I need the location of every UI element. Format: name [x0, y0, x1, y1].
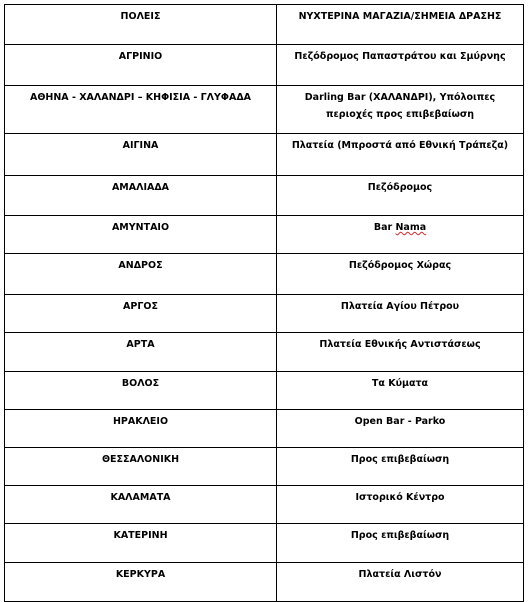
place-cell: Πλατεία Εθνικής Αντιστάσεως: [277, 333, 524, 372]
table-row: [5, 410, 524, 448]
table-row: [5, 176, 524, 216]
city-cell: ΑΓΡΙΝΙΟ: [5, 45, 277, 86]
place-cell: Πλατεία (Μπροστά από Εθνική Τράπεζα): [277, 134, 524, 176]
table-row: [5, 524, 524, 563]
table-row: [5, 486, 524, 524]
city-cell: ΒΟΛΟΣ: [5, 372, 277, 410]
table-row: [5, 216, 524, 254]
place-cell: Πλατεία Λιστόν: [277, 563, 524, 602]
place-cell: Πεζόδρομος: [277, 176, 524, 216]
city-cell: ΚΑΤΕΡΙΝΗ: [5, 524, 277, 563]
table-row: [5, 254, 524, 295]
place-cell: Darling Bar (ΧΑΛΑΝΔΡΙ), Υπόλοιπες περιοχές προς επιβεβαίωση: [277, 86, 524, 134]
city-cell: ΚΑΛΑΜΑΤΑ: [5, 486, 277, 524]
place-cell: Προς επιβεβαίωση: [277, 524, 524, 563]
place-cell: Open Bar - Parko: [277, 410, 524, 448]
table-row: [5, 134, 524, 176]
city-cell: ΑΡΓΟΣ: [5, 295, 277, 333]
city-cell: ΑΘΗΝΑ - ΧΑΛΑΝΔΡΙ – ΚΗΦΙΣΙΑ - ΓΛΥΦΑΔΑ: [5, 86, 277, 134]
header-place: ΝΥΧΤΕΡΙΝΑ ΜΑΓΑΖΙΑ/ΣΗΜΕΙΑ ΔΡΑΣΗΣ: [277, 5, 524, 45]
city-cell: ΑΙΓΙΝΑ: [5, 134, 277, 176]
table-row: [5, 86, 524, 134]
city-cell: ΑΡΤΑ: [5, 333, 277, 372]
city-cell: ΚΕΡΚΥΡΑ: [5, 563, 277, 602]
place-cell: Τα Κύματα: [277, 372, 524, 410]
place-cell: Πλατεία Αγίου Πέτρου: [277, 295, 524, 333]
table-row: [5, 563, 524, 602]
table-row: [5, 295, 524, 333]
place-prefix: Bar: [373, 222, 396, 233]
place-cell: Προς επιβεβαίωση: [277, 448, 524, 486]
city-cell: ΑΜΥΝΤΑΙΟ: [5, 216, 277, 254]
city-cell: ΘΕΣΣΑΛΟΝΙΚΗ: [5, 448, 277, 486]
city-cell: ΑΝΔΡΟΣ: [5, 254, 277, 295]
header-city: ΠΟΛΕΙΣ: [5, 5, 277, 45]
table-row: [5, 372, 524, 410]
table-row: [5, 448, 524, 486]
spellcheck-flagged-word: Nama: [395, 222, 427, 233]
table-row: [5, 45, 524, 86]
cities-table: [4, 4, 524, 602]
place-cell: [277, 216, 524, 254]
table-header-row: [5, 5, 524, 45]
place-cell: Ιστορικό Κέντρο: [277, 486, 524, 524]
city-cell: ΑΜΑΛΙΑΔΑ: [5, 176, 277, 216]
table-row: [5, 333, 524, 372]
place-cell: Πεζόδρομος Χώρας: [277, 254, 524, 295]
city-cell: ΗΡΑΚΛΕΙΟ: [5, 410, 277, 448]
place-cell: Πεζόδρομος Παπαστράτου και Σμύρνης: [277, 45, 524, 86]
